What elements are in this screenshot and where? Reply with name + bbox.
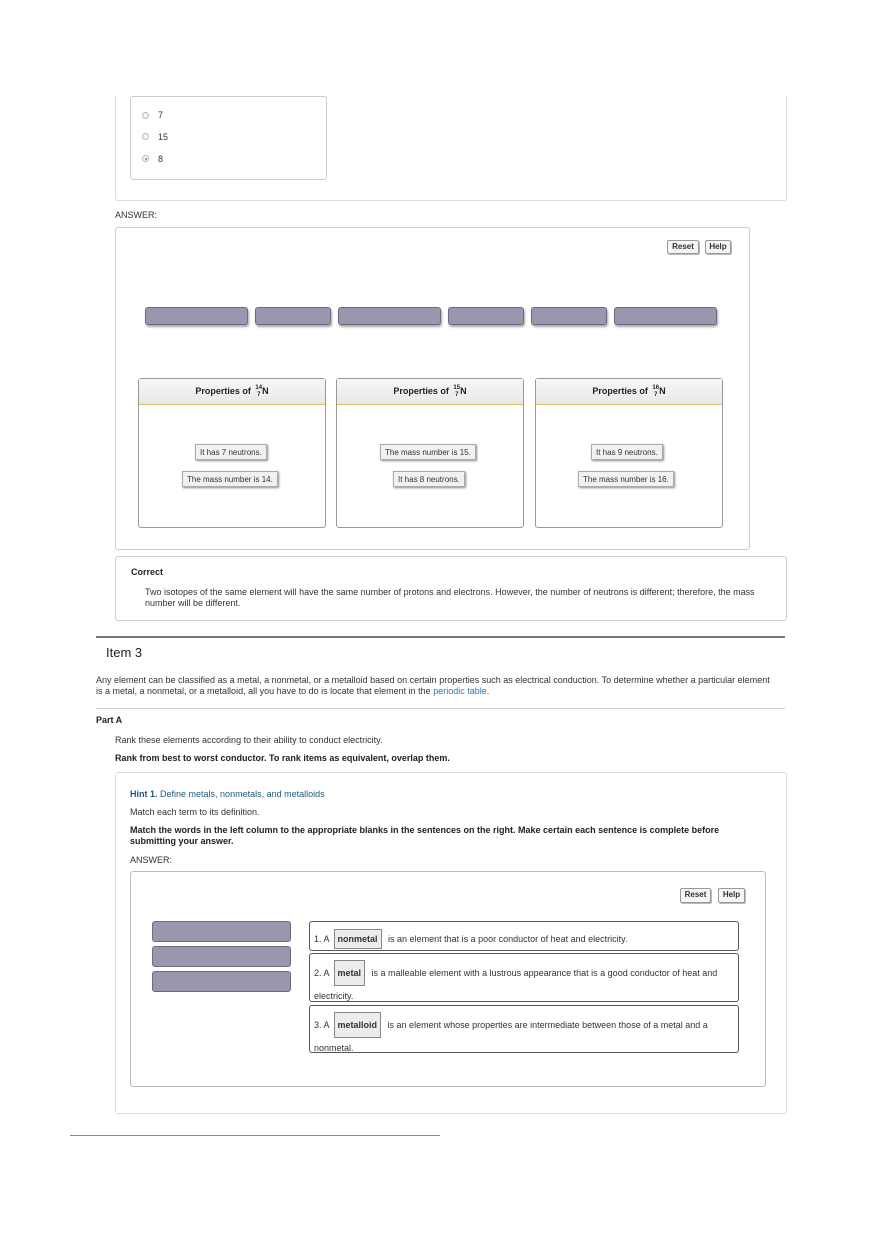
- sentence-text: is an element whose properties are intermediate between those of a metal and a nonmetal.: [314, 1020, 708, 1053]
- filled-blank[interactable]: metal: [334, 960, 366, 986]
- reset-button[interactable]: Reset: [680, 888, 711, 903]
- radio-option-15[interactable]: [142, 133, 149, 140]
- reset-button[interactable]: Reset: [667, 240, 699, 254]
- hint-prompt: Match each term to its definition.: [130, 807, 260, 817]
- hint-title: Define metals, nonmetals, and metalloids: [160, 789, 325, 799]
- empty-term-slot[interactable]: [152, 946, 291, 967]
- sentence-1: [309, 921, 739, 951]
- sentence-number: 3. A: [314, 1020, 330, 1030]
- empty-drag-slot[interactable]: [614, 307, 717, 325]
- part-label: Part A: [96, 715, 123, 725]
- sentence-3: [309, 1005, 739, 1053]
- section-divider: [96, 636, 785, 638]
- radio-option-label: 7: [158, 110, 164, 120]
- draggable-item[interactable]: The mass number is 14.: [182, 471, 278, 487]
- mass-number: 14: [255, 384, 263, 391]
- empty-drag-slot[interactable]: [338, 307, 441, 325]
- element-symbol: N: [460, 386, 467, 396]
- help-button[interactable]: Help: [718, 888, 745, 903]
- footer-rule: [70, 1135, 440, 1136]
- atomic-number: 7: [455, 391, 459, 398]
- atomic-number: 7: [257, 391, 261, 398]
- mass-number: 15: [453, 384, 461, 391]
- sentence-2: [309, 953, 739, 1002]
- part-prompt: Rank these elements according to their ability to conduct electricity.: [115, 735, 383, 745]
- column-title: Properties of: [195, 386, 251, 396]
- radio-option-8[interactable]: [142, 155, 149, 162]
- draggable-item[interactable]: The mass number is 16.: [578, 471, 674, 487]
- empty-drag-slot[interactable]: [448, 307, 524, 325]
- part-divider: [96, 708, 785, 709]
- draggable-item[interactable]: It has 8 neutrons.: [393, 471, 465, 487]
- sentence-text: is an element that is a poor conductor of heat and electricity.: [388, 934, 628, 944]
- help-button[interactable]: Help: [705, 240, 731, 254]
- empty-drag-slot[interactable]: [255, 307, 331, 325]
- empty-drag-slot[interactable]: [531, 307, 607, 325]
- feedback-title: Correct: [131, 567, 164, 577]
- answer-label: ANSWER:: [115, 210, 158, 220]
- sentence-text: is a malleable element with a lustrous appearance that is a good conductor of heat and electricity.: [314, 968, 718, 1001]
- item-title: Item 3: [106, 645, 143, 660]
- element-symbol: N: [262, 386, 269, 396]
- mass-number: 16: [652, 384, 660, 391]
- periodic-table-link[interactable]: periodic table: [433, 686, 487, 696]
- radio-option-7[interactable]: [142, 112, 149, 119]
- intro-end: .: [486, 686, 490, 696]
- element-symbol: N: [659, 386, 666, 396]
- draggable-item[interactable]: It has 7 neutrons.: [195, 444, 267, 460]
- empty-term-slot[interactable]: [152, 971, 291, 992]
- filled-blank[interactable]: nonmetal: [334, 929, 382, 949]
- item-intro: [96, 675, 776, 697]
- feedback-text: Two isotopes of the same element will have the same number of protons and electrons. However, the number of neutrons is different; therefore, the mass number will be different.: [145, 587, 755, 608]
- sentence-number: 2. A: [314, 968, 330, 978]
- draggable-item[interactable]: The mass number is 15.: [380, 444, 476, 460]
- column-title: Properties of: [592, 386, 648, 396]
- radio-option-label: 15: [158, 132, 169, 142]
- empty-term-slot[interactable]: [152, 921, 291, 942]
- intro-text: Any element can be classified as a metal, a nonmetal, or a metalloid based on certain properties such as electrical conduction. To determine whether a particular element is a metal, a nonmetal, or a metalloid, all you have to do is locate that element in the: [96, 675, 770, 696]
- answer-label: ANSWER:: [130, 855, 173, 865]
- atomic-number: 7: [654, 391, 658, 398]
- hint-instruction: Match the words in the left column to the appropriate blanks in the sentences on the right. Make certain each sentence is complete before submitting your answer.: [130, 825, 720, 846]
- draggable-item[interactable]: It has 9 neutrons.: [591, 444, 663, 460]
- radio-option-label: 8: [158, 154, 164, 164]
- sentence-number: 1. A: [314, 934, 330, 944]
- column-header: [139, 379, 325, 405]
- column-header: [337, 379, 523, 405]
- column-title: Properties of: [393, 386, 449, 396]
- part-instruction: Rank from best to worst conductor. To rank items as equivalent, overlap them.: [115, 753, 450, 763]
- filled-blank[interactable]: metalloid: [334, 1012, 382, 1038]
- column-header: [536, 379, 722, 405]
- empty-drag-slot[interactable]: [145, 307, 248, 325]
- hint-heading[interactable]: [130, 789, 325, 799]
- hint-number: Hint 1.: [130, 789, 158, 799]
